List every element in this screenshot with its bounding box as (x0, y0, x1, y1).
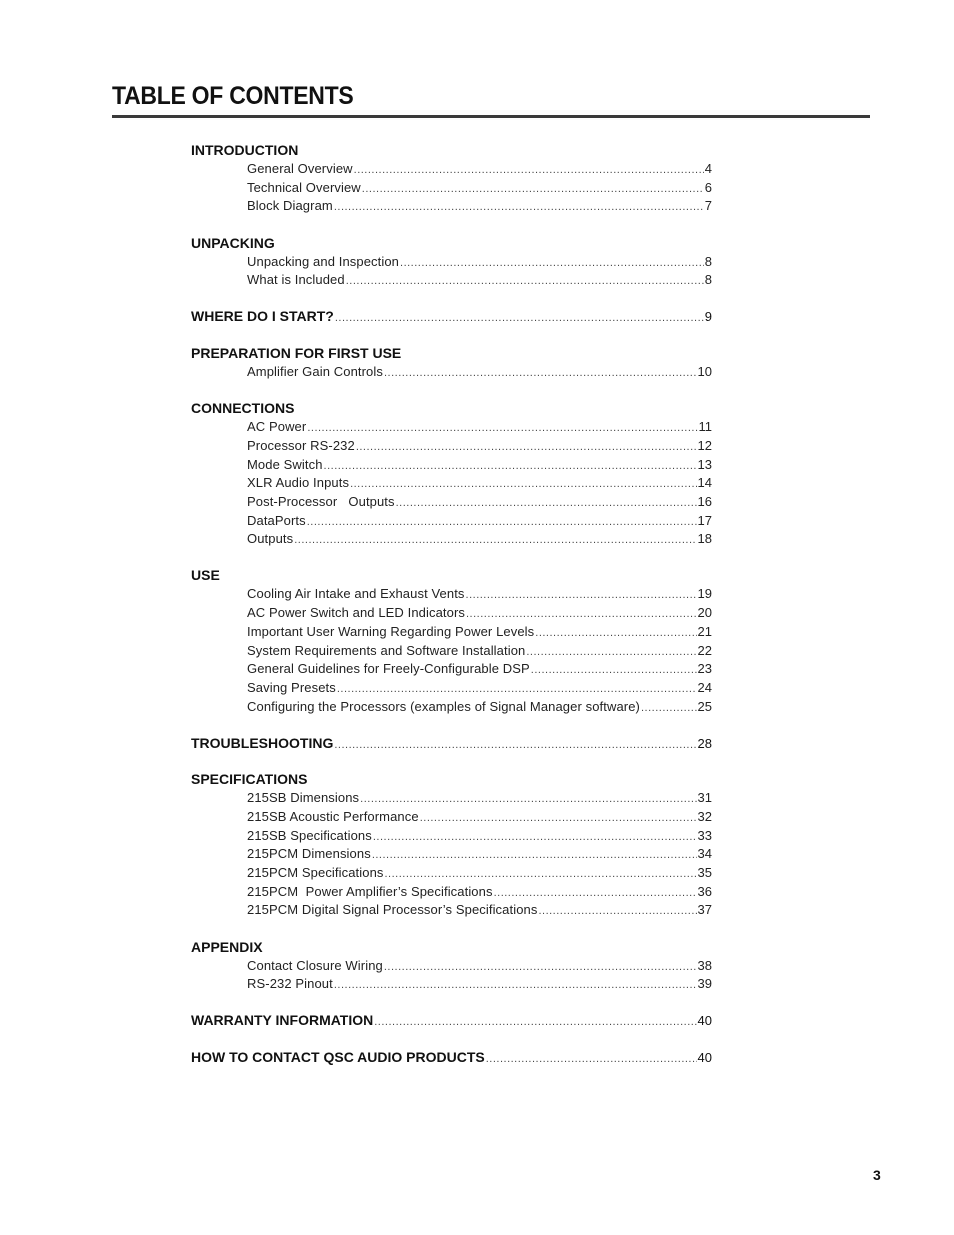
page-ref: 24 (697, 679, 712, 695)
toc-entry[interactable] (247, 418, 712, 437)
toc-entry[interactable] (247, 642, 712, 661)
toc-entry[interactable] (247, 623, 712, 642)
dot-leader (334, 976, 697, 994)
page-ref: 18 (697, 531, 712, 547)
dot-leader (420, 809, 697, 827)
toc-entry-list (191, 957, 712, 994)
toc-entry-list (191, 418, 712, 549)
dot-leader (373, 828, 697, 846)
section-heading: HOW TO CONTACT QSC AUDIO PRODUCTS (191, 1048, 485, 1065)
toc-heading-link[interactable] (191, 734, 712, 753)
page-ref: 11 (698, 419, 712, 435)
dot-leader (354, 161, 704, 179)
entry-label: Block Diagram (247, 198, 333, 214)
dot-leader (641, 699, 697, 717)
page-ref: 17 (697, 512, 712, 528)
dot-leader (335, 309, 704, 326)
toc-section (191, 1048, 712, 1067)
dot-leader (324, 457, 697, 475)
dot-leader (526, 643, 696, 661)
entry-label: Cooling Air Intake and Exhaust Vents (247, 586, 465, 602)
page-ref: 19 (697, 586, 712, 602)
page-ref: 37 (697, 902, 712, 918)
toc-entry[interactable] (247, 160, 712, 179)
dot-leader (531, 661, 697, 679)
page-ref: 16 (697, 493, 712, 509)
toc-entry-list (191, 363, 712, 382)
page-ref: 36 (697, 883, 712, 899)
section-heading: TROUBLESHOOTING (191, 734, 334, 751)
toc-section (191, 344, 712, 382)
page-ref: 28 (697, 735, 712, 751)
entry-label: Configuring the Processors (examples of Signal Manager software) (247, 698, 640, 714)
dot-leader (466, 586, 697, 604)
page-ref: 40 (697, 1013, 712, 1029)
section-heading: INTRODUCTION (191, 142, 299, 158)
page-ref: 14 (697, 475, 712, 491)
toc-entry[interactable] (247, 957, 712, 976)
toc-entry[interactable] (247, 698, 712, 717)
page-ref: 6 (704, 179, 712, 195)
toc-entry[interactable] (247, 808, 712, 827)
toc-section (191, 399, 712, 549)
dot-leader (535, 624, 696, 642)
dot-leader (307, 419, 697, 437)
page-ref: 38 (697, 957, 712, 973)
toc-entry[interactable] (247, 493, 712, 512)
toc-entry[interactable] (247, 585, 712, 604)
entry-label: Processor RS-232 (247, 437, 355, 453)
dot-leader (360, 790, 696, 808)
dot-leader (486, 1050, 697, 1067)
page-ref: 32 (697, 808, 712, 824)
toc-section (191, 938, 712, 994)
page-ref: 23 (697, 661, 712, 677)
entry-label: 215PCM Dimensions (247, 846, 371, 862)
toc-entry[interactable] (247, 660, 712, 679)
toc-entry[interactable] (247, 474, 712, 493)
entry-label: DataPorts (247, 512, 306, 528)
dot-leader (396, 494, 697, 512)
toc-entry[interactable] (247, 512, 712, 531)
dot-leader (334, 198, 704, 216)
toc-entry[interactable] (247, 789, 712, 808)
toc-entry[interactable] (247, 271, 712, 290)
entry-label: Amplifier Gain Controls (247, 363, 383, 379)
toc-entry[interactable] (247, 827, 712, 846)
page-title: TABLE OF CONTENTS (112, 82, 354, 110)
toc-section (191, 566, 712, 716)
entry-label: 215PCM Specifications (247, 865, 384, 880)
entry-label: Unpacking and Inspection (247, 253, 400, 269)
page-ref: 31 (697, 790, 712, 806)
page-ref: 22 (697, 642, 712, 658)
toc-section (191, 770, 712, 920)
toc-entry-list (191, 253, 712, 290)
page-ref: 39 (697, 976, 712, 992)
dot-leader (337, 680, 697, 698)
toc-section (191, 734, 712, 753)
toc-entry[interactable] (247, 901, 712, 920)
toc-entry[interactable] (247, 604, 712, 623)
page-number: 3 (873, 1167, 881, 1183)
toc-entry[interactable] (247, 197, 712, 216)
section-heading: CONNECTIONS (191, 400, 295, 417)
toc-entry-list (191, 585, 712, 716)
entry-label: 215PCM Power Amplifier’s Specifications (247, 883, 493, 899)
entry-label: Outputs (247, 531, 294, 547)
toc-section (191, 234, 712, 290)
dot-leader (346, 272, 704, 290)
table-of-contents (191, 141, 712, 1084)
dot-leader (362, 180, 704, 198)
page-ref: 33 (697, 827, 712, 843)
entry-label: XLR Audio Inputs (247, 475, 350, 491)
page-ref: 8 (704, 272, 712, 288)
dot-leader (374, 1013, 696, 1030)
entry-label: Contact Closure Wiring (247, 957, 383, 973)
toc-entry[interactable] (247, 883, 712, 902)
page-ref: 10 (697, 363, 712, 379)
dot-leader (400, 254, 704, 272)
toc-entry[interactable] (247, 845, 712, 864)
toc-entry[interactable] (247, 253, 712, 272)
dot-leader (494, 884, 697, 902)
toc-heading-link[interactable] (191, 1048, 712, 1067)
entry-label: AC Power Switch and LED Indicators (247, 605, 465, 621)
entry-label: 215SB Specifications (247, 827, 372, 843)
toc-entry[interactable] (247, 179, 712, 198)
section-heading: WHERE DO I START? (191, 308, 334, 325)
dot-leader (307, 513, 697, 531)
section-heading: UNPACKING (191, 234, 275, 251)
entry-label: Technical Overview (247, 179, 361, 195)
toc-entry-list (191, 789, 712, 920)
dot-leader (384, 364, 697, 382)
entry-label: General Guidelines for Freely-Configurable DSP (247, 661, 530, 677)
page-ref: 9 (704, 309, 712, 325)
toc-heading-link[interactable] (191, 307, 712, 326)
page-ref: 21 (697, 623, 712, 639)
dot-leader (334, 736, 696, 753)
toc-entry[interactable] (247, 363, 712, 382)
dot-leader (385, 865, 697, 883)
page-ref: 25 (697, 698, 712, 714)
page-ref: 20 (697, 605, 712, 621)
toc-section (191, 307, 712, 326)
toc-entry[interactable] (247, 456, 712, 475)
dot-leader (466, 605, 697, 623)
entry-label: RS-232 Pinout (247, 976, 333, 992)
dot-leader (372, 846, 697, 864)
toc-entry[interactable] (247, 975, 712, 994)
entry-label: 215SB Dimensions (247, 790, 360, 806)
dot-leader (356, 438, 697, 456)
section-heading: PREPARATION FOR FIRST USE (191, 344, 402, 361)
toc-section (191, 1011, 712, 1030)
toc-entry-list (191, 160, 712, 216)
entry-label: Important User Warning Regarding Power Levels (247, 623, 535, 639)
dot-leader (350, 475, 696, 493)
page-ref: 4 (704, 161, 712, 176)
entry-label: 215PCM Digital Signal Processor’s Specifications (247, 902, 538, 918)
entry-label: AC Power (247, 419, 307, 435)
entry-label: What is Included (247, 272, 345, 288)
page-ref: 13 (697, 456, 712, 472)
entry-label: Saving Presets (247, 679, 336, 695)
page-ref: 7 (704, 198, 712, 214)
entry-label: Mode Switch (247, 456, 323, 472)
toc-entry[interactable] (247, 679, 712, 698)
entry-label: System Requirements and Software Installation (247, 642, 526, 658)
section-heading: WARRANTY INFORMATION (191, 1012, 374, 1029)
section-heading: APPENDIX (191, 938, 263, 955)
page-ref: 35 (697, 865, 712, 880)
toc-entry[interactable] (247, 864, 712, 883)
dot-leader (538, 902, 696, 920)
title-rule (112, 115, 870, 118)
section-heading: SPECIFICATIONS (191, 771, 308, 788)
page-ref: 40 (697, 1049, 712, 1065)
entry-label: General Overview (247, 161, 353, 176)
entry-label: Post-Processor Outputs (247, 493, 395, 509)
toc-section (191, 141, 712, 216)
dot-leader (384, 958, 697, 976)
toc-entry[interactable] (247, 437, 712, 456)
page-ref: 34 (697, 846, 712, 862)
toc-entry[interactable] (247, 530, 712, 549)
page-ref: 12 (697, 437, 712, 453)
section-heading: USE (191, 567, 220, 584)
toc-heading-link[interactable] (191, 1011, 712, 1030)
page-ref: 8 (704, 253, 712, 269)
entry-label: 215SB Acoustic Performance (247, 808, 419, 824)
dot-leader (294, 531, 696, 549)
